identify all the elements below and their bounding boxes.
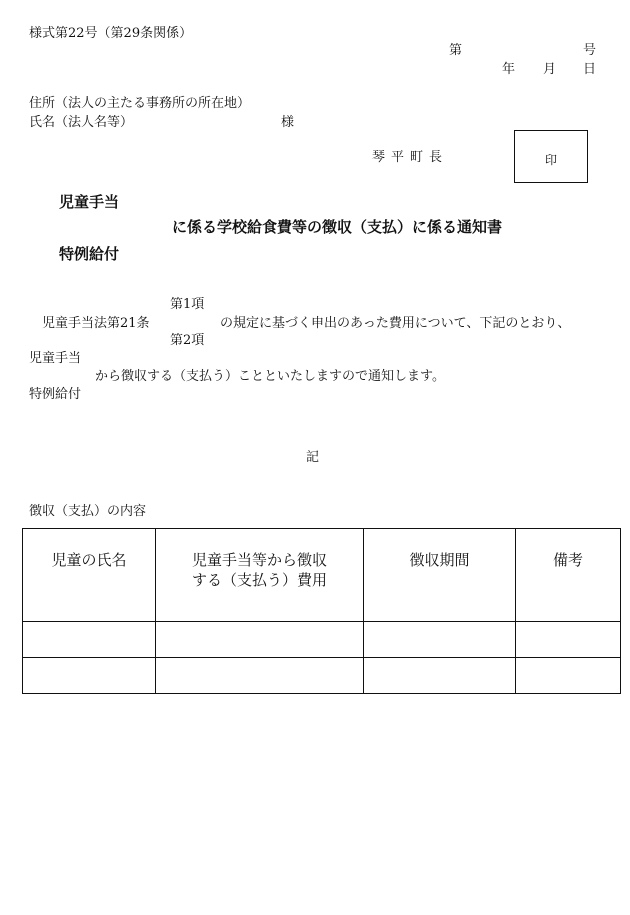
header-expense-line-1: 児童手当等から徴収 (191, 551, 327, 569)
table-cell (156, 622, 364, 658)
date-day: 日 (583, 62, 597, 77)
table-cell (516, 622, 621, 658)
header-collection-period: 徴収期間 (364, 529, 516, 622)
table-cell (364, 658, 516, 694)
body-line-1: の規定に基づく申出のあった費用について、下記のとおり、 (220, 316, 571, 331)
recipient-address-label: 住所（法人の主たる事務所の所在地） (29, 96, 251, 111)
body-law-reference: 児童手当法第21条 (42, 316, 150, 331)
table-caption: 徴収（支払）の内容 (29, 504, 147, 519)
body-paragraph-2: 第2項 (170, 333, 205, 348)
recipient-name-label: 氏名（法人名等） (29, 115, 134, 130)
recipient-honorific: 様 (281, 115, 295, 130)
sender-title: 琴平町長 (372, 150, 449, 165)
heading-option-child-allowance: 児童手当 (59, 193, 120, 211)
date-month: 月 (543, 62, 557, 77)
doc-number-suffix: 号 (583, 43, 597, 58)
table-header-row (23, 529, 621, 622)
heading-option-special-benefit: 特例給付 (59, 245, 120, 263)
body-option-special-benefit: 特例給付 (29, 387, 82, 402)
seal-box (514, 130, 588, 183)
table-cell (156, 658, 364, 694)
header-remarks: 備考 (516, 529, 621, 622)
collection-table (22, 528, 621, 694)
header-expense (156, 529, 364, 622)
table-cell (23, 622, 156, 658)
seal-label: 印 (544, 153, 557, 167)
table-cell (364, 622, 516, 658)
body-option-child-allowance: 児童手当 (29, 351, 82, 366)
header-expense-line-2: する（支払う）費用 (191, 570, 327, 589)
heading-main: に係る学校給食費等の徴収（支払）に係る通知書 (172, 218, 503, 236)
body-paragraph-1: 第1項 (170, 297, 205, 312)
form-label: 様式第22号（第29条関係） (29, 26, 193, 41)
date-year: 年 (502, 62, 516, 77)
table-cell (23, 658, 156, 694)
body-line-2: から徴収する（支払う）ことといたしますので通知します。 (95, 369, 445, 384)
table-row (23, 658, 621, 694)
doc-number-prefix: 第 (449, 43, 463, 58)
table-row (23, 622, 621, 658)
table-cell (516, 658, 621, 694)
ki-mark: 記 (306, 450, 320, 465)
header-child-name: 児童の氏名 (23, 529, 156, 622)
